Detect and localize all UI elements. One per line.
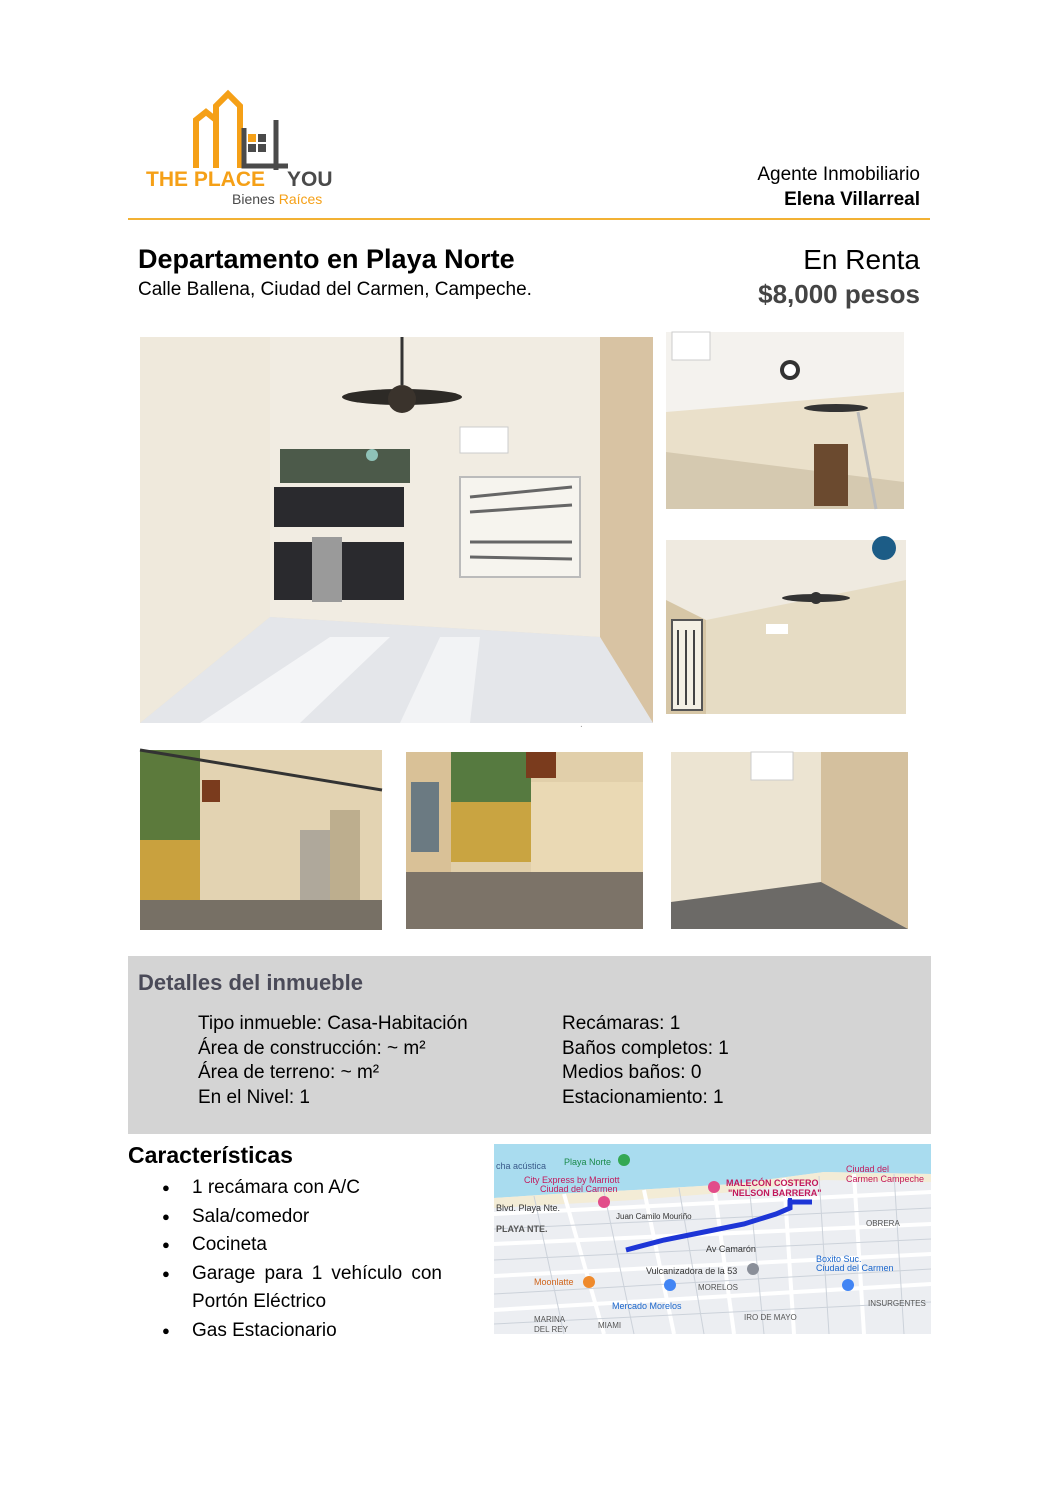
logo-sub-right: Raíces bbox=[278, 191, 323, 207]
detail-parking: Estacionamiento: 1 bbox=[562, 1086, 724, 1108]
map-label-malecon: MALECÓN COSTERO bbox=[726, 1178, 819, 1188]
map-label-marina: MARINA bbox=[534, 1315, 566, 1324]
agent-label: Agente Inmobiliario bbox=[757, 164, 920, 185]
main-living-kitchen-photo[interactable] bbox=[140, 337, 653, 730]
feature-item: ● Garage para 1 vehículo con Portón Eléctrico bbox=[160, 1260, 442, 1317]
bedroom-ceiling-fan-photo[interactable] bbox=[666, 332, 904, 509]
map-label-mayo: IRO DE MAYO bbox=[744, 1313, 797, 1322]
beach-pin-icon bbox=[618, 1154, 630, 1166]
map-label-malecon-2: "NELSON BARRERA" bbox=[728, 1188, 822, 1198]
svg-text:.: . bbox=[580, 719, 583, 730]
header-divider bbox=[128, 218, 930, 220]
map-label-boxito-2: Ciudad del Carmen bbox=[816, 1263, 894, 1273]
detail-property-type: Tipo inmueble: Casa-Habitación bbox=[198, 1013, 468, 1034]
hotel-pin-icon bbox=[598, 1196, 610, 1208]
details-right-column bbox=[562, 1012, 729, 1110]
feature-item: ● Sala/comedor bbox=[160, 1203, 442, 1232]
features-title: Características bbox=[128, 1142, 293, 1168]
map-label-city-express-2: Ciudad del Carmen bbox=[540, 1184, 618, 1194]
location-map[interactable] bbox=[494, 1144, 931, 1334]
listing-operation: En Renta bbox=[803, 244, 920, 275]
map-label-playa-norte: Playa Norte bbox=[564, 1157, 612, 1167]
details-left-column bbox=[198, 1012, 468, 1110]
map-label-blvd: Blvd. Playa Nte. bbox=[496, 1203, 561, 1213]
logo-subtitle bbox=[232, 191, 322, 207]
landmark-pin-icon bbox=[708, 1181, 720, 1193]
detail-half-baths: Medios baños: 0 bbox=[562, 1062, 702, 1083]
map-label-insurgentes: INSURGENTES bbox=[868, 1299, 926, 1308]
room-ac-photo[interactable] bbox=[671, 752, 908, 929]
detail-construction-area: Área de construcción: ~ m² bbox=[198, 1037, 426, 1059]
detail-full-baths: Baños completos: 1 bbox=[562, 1037, 729, 1059]
garage-patio-photo[interactable] bbox=[406, 752, 643, 929]
listing-address: Calle Ballena, Ciudad del Carmen, Campeche. bbox=[138, 279, 532, 300]
map-label-boxito: Boxito Suc. bbox=[816, 1254, 862, 1264]
logo-sub-left: Bienes bbox=[232, 191, 275, 207]
listing-price: $8,000 pesos bbox=[758, 279, 920, 309]
map-label-acustica: cha acústica bbox=[496, 1161, 547, 1171]
map-label-moonlatte: Moonlatte bbox=[534, 1277, 574, 1287]
building-logo-icon bbox=[192, 90, 312, 170]
map-label-playa-nte: PLAYA NTE. bbox=[496, 1224, 548, 1234]
logo-brand-text bbox=[146, 168, 333, 192]
map-label-ciudad-carmen-2: Carmen Campeche bbox=[846, 1174, 925, 1184]
store-pin-icon bbox=[842, 1279, 854, 1291]
map-label-ciudad-carmen: Ciudad del bbox=[846, 1164, 890, 1174]
agent-name: Elena Villarreal bbox=[784, 189, 920, 210]
map-label-del-rey: DEL REY bbox=[534, 1325, 568, 1334]
detail-bedrooms: Recámaras: 1 bbox=[562, 1013, 681, 1034]
feature-item: ● Gas Estacionario bbox=[160, 1317, 442, 1346]
listing-title: Departamento en Playa Norte bbox=[138, 244, 515, 274]
feature-item: ● Cocineta bbox=[160, 1231, 442, 1260]
logo-brand-left: THE PLACE bbox=[146, 168, 266, 191]
detail-land-area: Área de terreno: ~ m² bbox=[198, 1062, 380, 1083]
map-label-morelos: MORELOS bbox=[698, 1283, 739, 1292]
market-pin-icon bbox=[664, 1279, 676, 1291]
cafe-pin-icon bbox=[583, 1276, 595, 1288]
map-label-mercado: Mercado Morelos bbox=[612, 1301, 682, 1311]
details-panel bbox=[128, 956, 931, 1134]
company-logo bbox=[140, 88, 350, 212]
map-label-camaron: Av Camarón bbox=[706, 1244, 756, 1254]
detail-level: En el Nivel: 1 bbox=[198, 1086, 310, 1108]
map-label-city-express: City Express by Marriott bbox=[524, 1175, 620, 1185]
workshop-pin-icon bbox=[747, 1263, 759, 1275]
bedroom-window-photo[interactable] bbox=[666, 540, 906, 714]
patio-photo[interactable] bbox=[140, 750, 382, 930]
map-label-obrera: OBRERA bbox=[866, 1219, 900, 1228]
details-title: Detalles del inmueble bbox=[138, 970, 363, 995]
features-list bbox=[160, 1174, 442, 1345]
logo-brand-right: YOU bbox=[287, 168, 333, 191]
map-label-miami: MIAMI bbox=[598, 1321, 622, 1330]
map-label-vulcanizadora: Vulcanizadora de la 53 bbox=[646, 1266, 738, 1276]
map-label-camilo: Juan Camilo Mouriño bbox=[616, 1212, 692, 1221]
feature-item: ● 1 recámara con A/C bbox=[160, 1174, 442, 1203]
